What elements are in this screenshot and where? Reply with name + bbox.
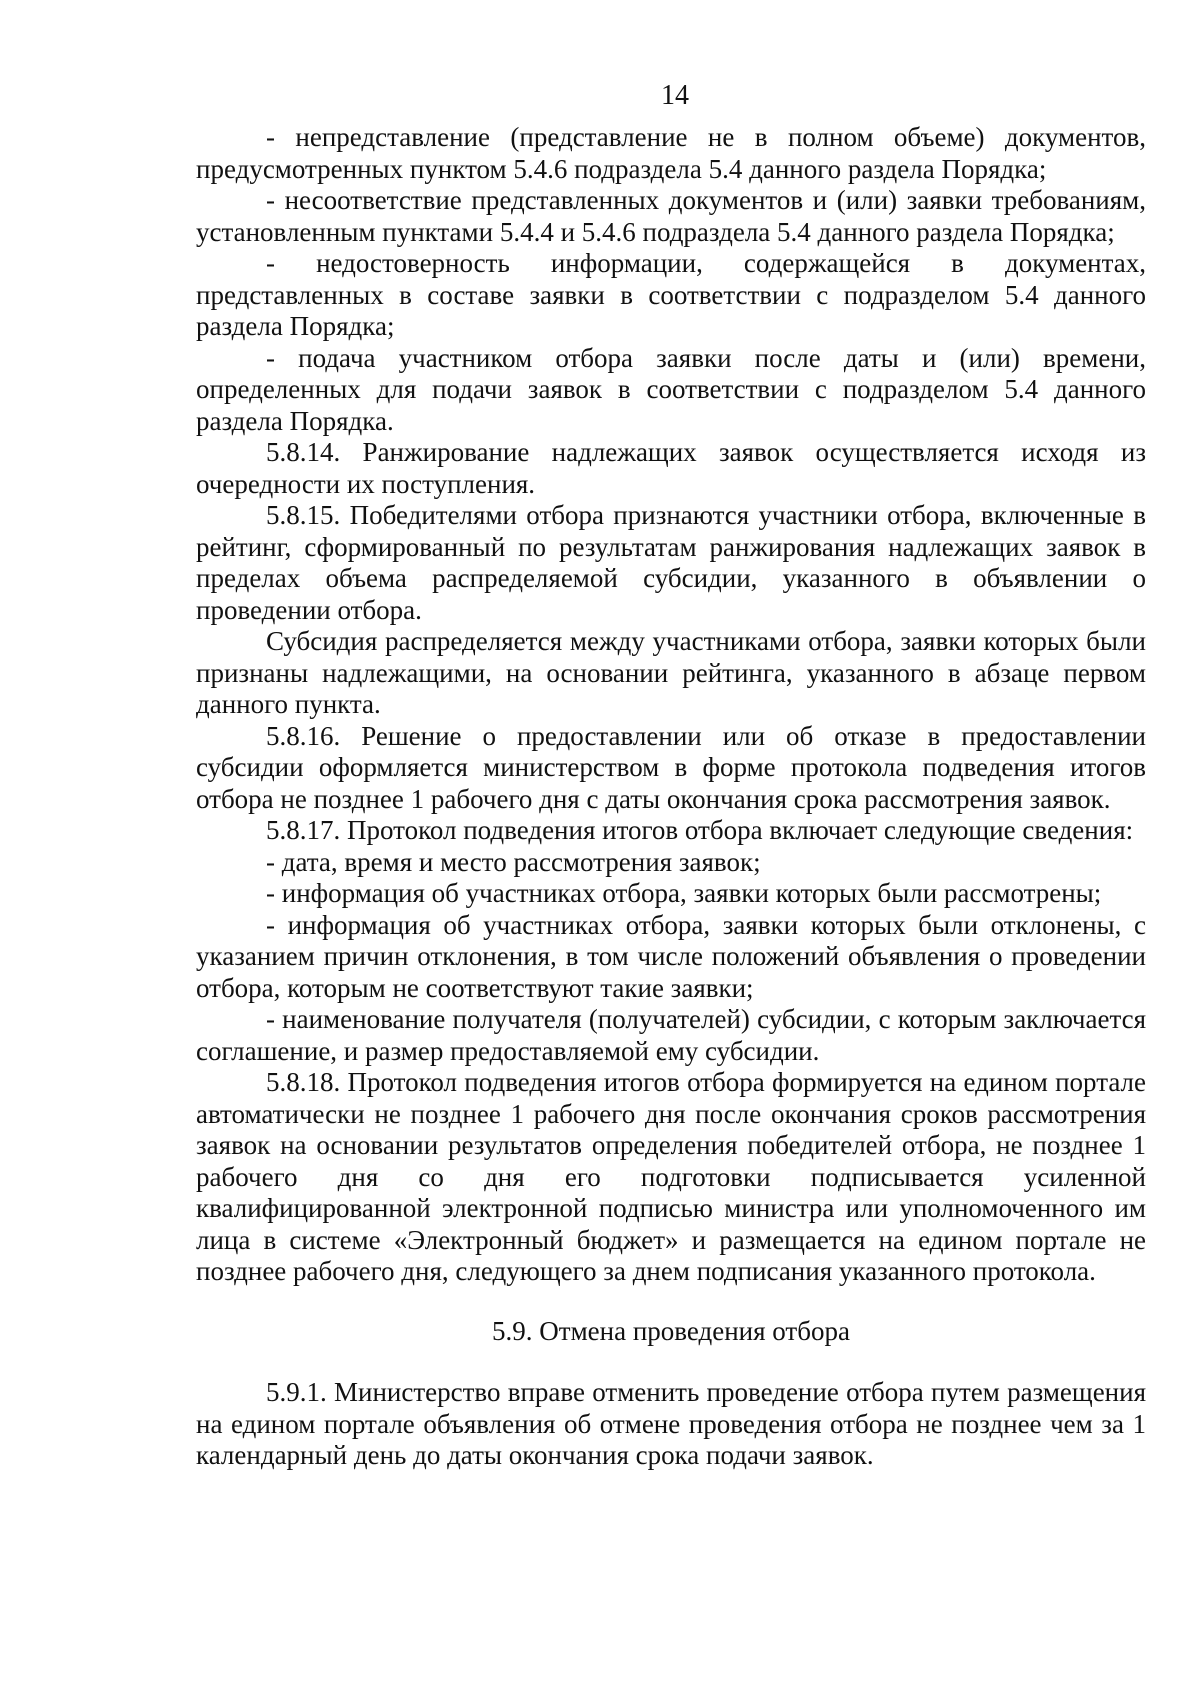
paragraph-bullet-missing-documents: - непредставление (представление не в полном объеме) документов, предусмотренных пунктом 5.4.6 подраздела 5.4 данного раздела Порядка; bbox=[196, 122, 1146, 184]
paragraph-bullet-late-submission: - подача участником отбора заявки после даты и (или) времени, определенных для подачи заявок в соответствии с подразделом 5.4 данного раздела Порядка. bbox=[196, 342, 1146, 436]
document-body bbox=[196, 122, 1146, 1472]
page-number: 14 bbox=[661, 80, 689, 111]
paragraph-5-8-15: 5.8.15. Победителями отбора признаются участники отбора, включенные в рейтинг, сформированный по результатам ранжирования надлежащих заявок в пределах объема распределяемой субсидии, указанного в объявлении о проведении отбора. bbox=[196, 500, 1146, 625]
paragraph-bullet-rejected-participants: - информация об участниках отбора, заявки которых были отклонены, с указанием причин отклонения, в том числе положений объявления о проведении отбора, которым не соответствуют такие заявки; bbox=[196, 909, 1146, 1003]
paragraph-bullet-nonconformity: - несоответствие представленных документов и (или) заявки требованиям, установленным пунктами 5.4.4 и 5.4.6 подраздела 5.4 данного раздела Порядка; bbox=[196, 185, 1146, 247]
paragraph-5-8-18: 5.8.18. Протокол подведения итогов отбора формируется на едином портале автоматически не позднее 1 рабочего дня после окончания сроков рассмотрения заявок на основании результатов определения победителей отбора, не позднее 1 рабочего дня со дня его подготовки подписывается усиленной квалифицированной электронной подписью министра или уполномоченного им лица в системе «Электронный бюджет» и размещается на едином портале не позднее рабочего дня, следующего за днем подписания указанного протокола. bbox=[196, 1067, 1146, 1286]
paragraph-bullet-unreliable-information: - недостоверность информации, содержащейся в документах, представленных в составе заявки в соответствии с подразделом 5.4 данного раздела Порядка; bbox=[196, 248, 1146, 341]
paragraph-bullet-date-time-place: - дата, время и место рассмотрения заявок; bbox=[266, 846, 761, 877]
paragraph-5-9-1: 5.9.1. Министерство вправе отменить проведение отбора путем размещения на едином портале объявления об отмене проведения отбора не позднее чем за 1 календарный день до даты окончания срока подачи заявок. bbox=[196, 1377, 1146, 1470]
paragraph-5-8-14: 5.8.14. Ранжирование надлежащих заявок осуществляется исходя из очередности их поступления. bbox=[196, 437, 1146, 499]
paragraph-5-8-16: 5.8.16. Решение о предоставлении или об отказе в предоставлении субсидии оформляется министерством в форме протокола подведения итогов отбора не позднее 1 рабочего дня с даты окончания срока рассмотрения заявок. bbox=[196, 720, 1146, 814]
paragraph-5-8-17: 5.8.17. Протокол подведения итогов отбора включает следующие сведения: bbox=[266, 815, 1134, 845]
paragraph-subsidy-distribution: Субсидия распределяется между участниками отбора, заявки которых были признаны надлежащими, на основании рейтинга, указанного в абзаце первом данного пункта. bbox=[196, 626, 1146, 719]
paragraph-bullet-reviewed-participants: - информация об участниках отбора, заявки которых были рассмотрены; bbox=[266, 878, 1102, 908]
paragraph-bullet-recipient-name: - наименование получателя (получателей) субсидии, с которым заключается соглашение, и размер предоставляемой ему субсидии. bbox=[196, 1004, 1146, 1066]
section-heading: 5.9. Отмена проведения отбора bbox=[492, 1315, 850, 1346]
